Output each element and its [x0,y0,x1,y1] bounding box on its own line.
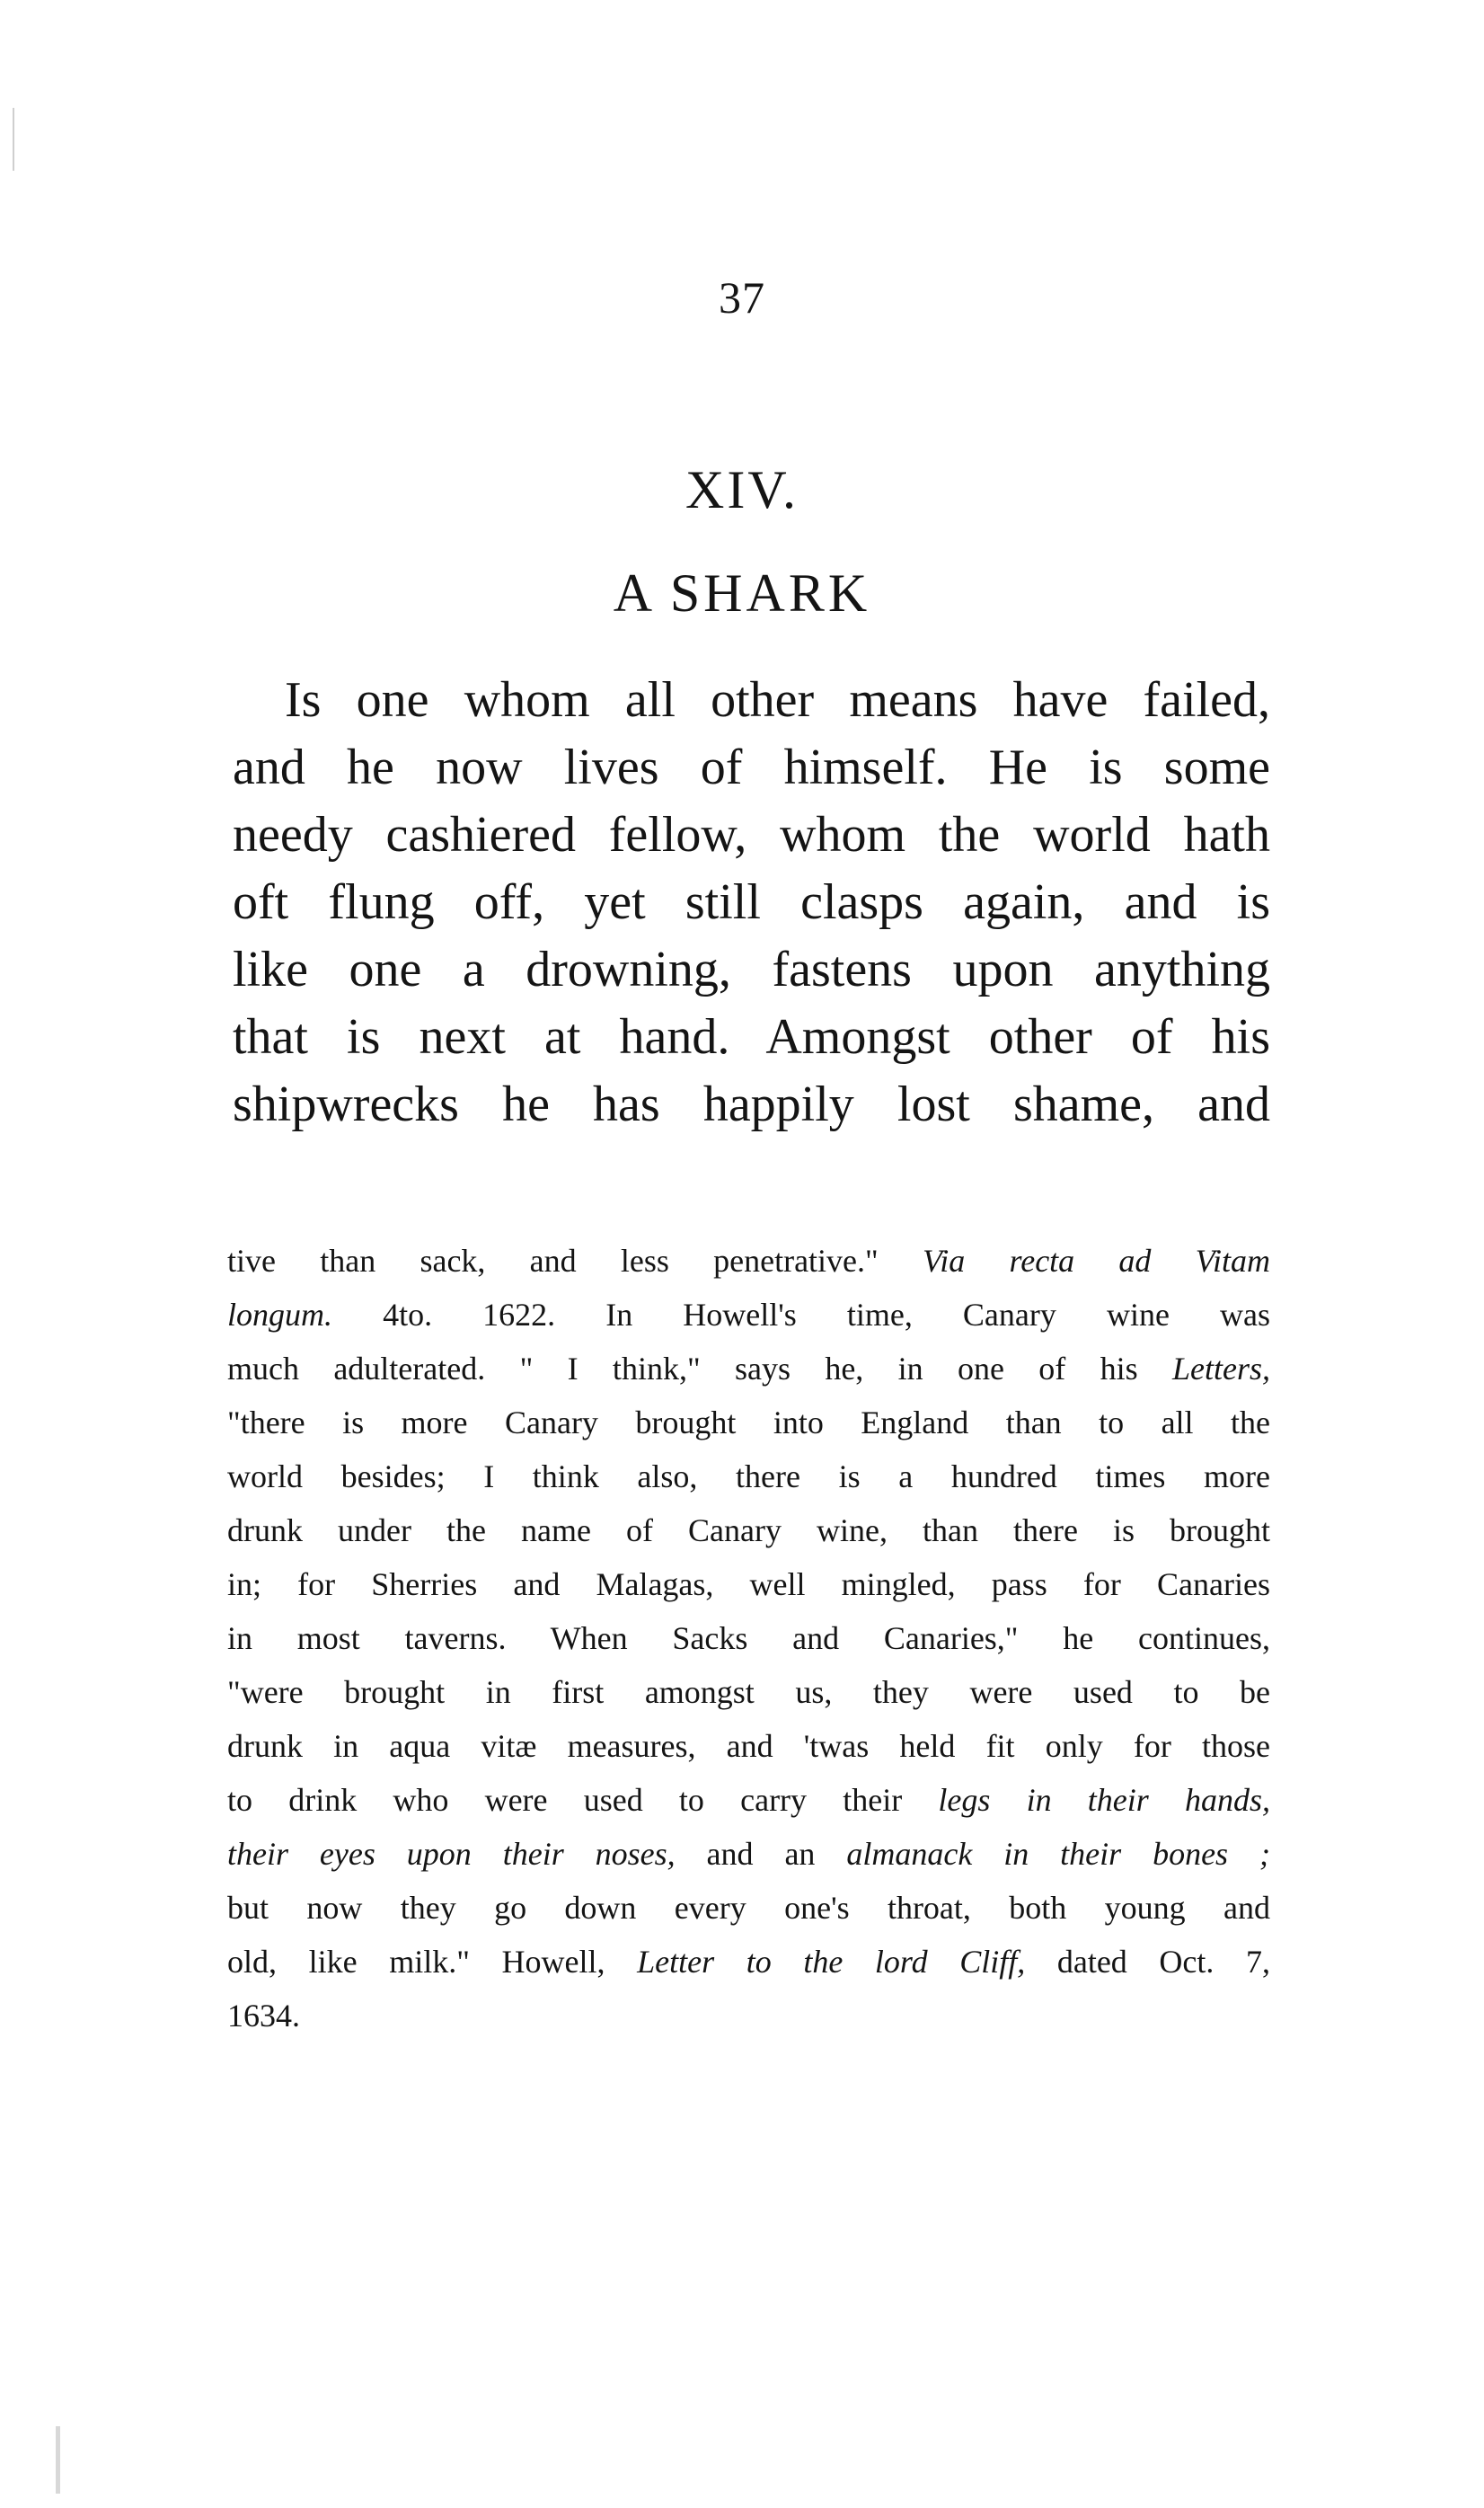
footnote-line [227,1557,1270,1611]
body-line: needy cashiered fellow, whom the world hath [233,807,1270,863]
footnote-text: drunk in aqua vitæ measures, and 'twas held fit only for those [227,1728,1270,1764]
footnote-text: 4to. 1622. In Howell's time, Canary wine was [332,1297,1270,1333]
footnote-line [227,1989,1270,2043]
body-line: like one a drowning, fastens upon anything [233,942,1270,997]
footnote-text: and an [675,1836,847,1872]
footnote-text: but now they go down every one's throat, both young and [227,1890,1270,1926]
footnote-line [227,1288,1270,1342]
footnote-text: in most taverns. When Sacks and Canaries," he continues, [227,1620,1270,1656]
page-number: 37 [719,272,765,323]
body-line: shipwrecks he has happily lost shame, and [233,1077,1270,1132]
footnote-italic-text: their eyes upon their noses, [227,1836,676,1872]
chapter-title: A SHARK [613,563,871,623]
footnote-line [227,1935,1270,1989]
footnote-text: tive than sack, and less penetrative." [227,1243,923,1279]
footnote-line [227,1503,1270,1557]
footnote-text: much adulterated. " I think," says he, in one of his [227,1351,1172,1387]
footnote-text: to drink who were used to carry their [227,1782,939,1818]
footnote-text: in; for Sherries and Malagas, well mingled, pass for Canaries [227,1566,1270,1602]
footnote-line [227,1234,1270,1288]
body-line: oft flung off, yet still clasps again, and is [233,874,1270,930]
footnote-line [227,1396,1270,1449]
footnote-italic-text: almanack in their bones ; [846,1836,1270,1872]
footnote-line [227,1449,1270,1503]
footnote-line [227,1881,1270,1935]
body-line: Is one whom all other means have failed, [285,672,1270,728]
footnote-text: drunk under the name of Canary wine, than there is brought [227,1512,1270,1548]
scan-edge-mark [56,2426,60,2494]
footnote-text: 1634. [227,1998,300,2034]
footnote-italic-text: Via recta ad Vitam [922,1243,1270,1279]
scan-edge-mark [13,108,14,171]
footnote-line [227,1342,1270,1396]
chapter-numeral: XIV. [685,460,799,519]
footnote-text: dated Oct. 7, [1025,1944,1271,1980]
footnote-line [227,1773,1270,1827]
footnote-text: world besides; I think also, there is a hundred times more [227,1458,1270,1494]
body-line: and he now lives of himself. He is some [233,740,1270,795]
footnote-italic-text: Letter to the lord Cliff, [637,1944,1026,1980]
body-text [233,667,1270,1139]
footnote-text: "there is more Canary brought into England than to all the [227,1405,1270,1440]
body-line: that is next at hand. Amongst other of his [233,1009,1270,1065]
footnote [227,1234,1270,2043]
footnote-text: "were brought in first amongst us, they were used to be [227,1674,1270,1710]
footnote-line [227,1611,1270,1665]
footnote-italic-text: Letters, [1171,1351,1270,1387]
footnote-line [227,1665,1270,1719]
footnote-italic-text: longum. [227,1297,332,1333]
footnote-line [227,1719,1270,1773]
footnote-line [227,1827,1270,1881]
footnote-italic-text: legs in their hands, [938,1782,1271,1818]
footnote-text: old, like milk." Howell, [227,1944,638,1980]
